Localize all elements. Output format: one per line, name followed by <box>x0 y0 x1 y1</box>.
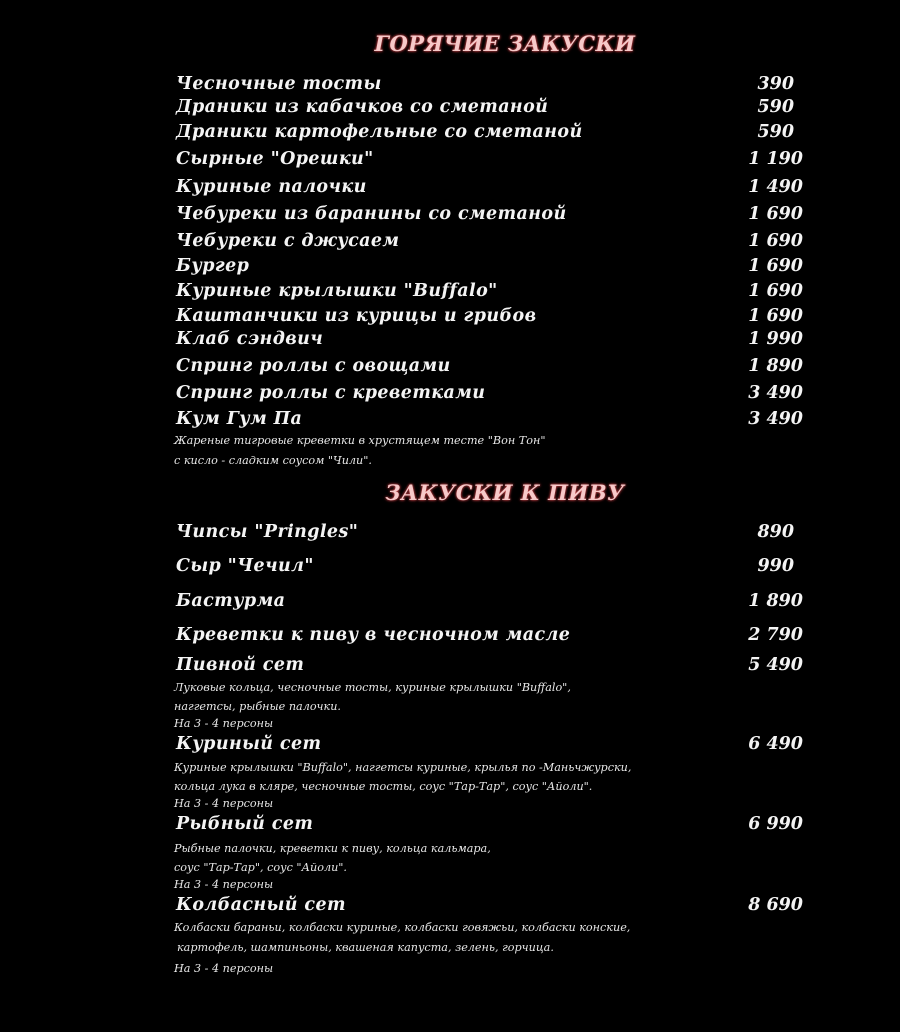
menu-item-name: Драники картофельные со сметаной <box>176 122 583 142</box>
menu-item-price: 1 690 <box>748 204 803 224</box>
menu-item-serving: На 3 - 4 персоны <box>174 962 274 975</box>
menu-item-price: 1 690 <box>748 256 803 276</box>
menu-item-price: 6 490 <box>748 734 803 754</box>
menu-item-description: Жареные тигровые креветки в хрустящем тесте "Вон Тон" <box>174 434 546 447</box>
menu-item-name: Колбасный сет <box>176 895 346 915</box>
menu-item-price: 1 890 <box>748 356 803 376</box>
menu-item-serving: На 3 - 4 персоны <box>174 878 274 891</box>
menu-item-name: Спринг роллы с креветками <box>176 383 486 403</box>
menu-item-price: 1 890 <box>748 591 803 611</box>
menu-item-price: 990 <box>757 556 794 576</box>
menu-item-price: 1 990 <box>748 329 803 349</box>
menu-item-price: 3 490 <box>748 409 803 429</box>
menu-item-price: 390 <box>757 74 794 94</box>
menu-item-description: Рыбные палочки, креветки к пиву, кольца кальмара, <box>174 842 491 855</box>
menu-item-name: Драники из кабачков со сметаной <box>176 97 549 117</box>
menu-item-description: соус "Тар-Тар", соус "Айоли". <box>174 861 347 874</box>
menu-item-description: кольца лука в кляре, чесночные тосты, соус "Тар-Тар", соус "Айоли". <box>174 780 593 793</box>
menu-item-description: картофель, шампиньоны, квашеная капуста, зелень, горчица. <box>177 941 554 954</box>
menu-item-name: Сырные "Орешки" <box>176 149 374 169</box>
menu-item-price: 1 690 <box>748 306 803 326</box>
menu-item-name: Бургер <box>176 256 250 276</box>
menu-item-name: Чесночные тосты <box>176 74 382 94</box>
menu-item-name: Чебуреки с джусаем <box>176 231 400 251</box>
menu-item-name: Кум Гум Па <box>176 409 303 429</box>
menu-item-name: Клаб сэндвич <box>176 329 324 349</box>
menu-item-serving: На 3 - 4 персоны <box>174 797 274 810</box>
menu-item-price: 2 790 <box>748 625 803 645</box>
menu-item-price: 1 690 <box>748 231 803 251</box>
menu-item-price: 1 490 <box>748 177 803 197</box>
menu-item-name: Спринг роллы с овощами <box>176 356 451 376</box>
menu-item-name: Чипсы "Pringles" <box>176 522 359 542</box>
menu-item-price: 5 490 <box>748 655 803 675</box>
menu-item-serving: На 3 - 4 персоны <box>174 717 274 730</box>
menu-item-price: 1 690 <box>748 281 803 301</box>
menu-item-name: Пивной сет <box>176 655 305 675</box>
menu-item-name: Бастурма <box>176 591 286 611</box>
menu-item-price: 890 <box>757 522 794 542</box>
menu-item-name: Креветки к пиву в чесночном масле <box>176 625 571 645</box>
menu-item-name: Рыбный сет <box>176 814 314 834</box>
menu-item-price: 6 990 <box>748 814 803 834</box>
menu-item-price: 1 190 <box>748 149 803 169</box>
menu-item-name: Куриные палочки <box>176 177 367 197</box>
menu-item-description: наггетсы, рыбные палочки. <box>174 700 341 713</box>
menu-item-name: Каштанчики из курицы и грибов <box>176 306 537 326</box>
menu-item-name: Куриный сет <box>176 734 322 754</box>
menu-item-price: 590 <box>757 97 794 117</box>
section-title-beer-snacks: ЗАКУСКИ К ПИВУ <box>385 480 625 505</box>
menu-item-name: Чебуреки из баранины со сметаной <box>176 204 567 224</box>
menu-item-price: 3 490 <box>748 383 803 403</box>
menu-item-name: Сыр "Чечил" <box>176 556 314 576</box>
menu-item-description: Колбаски бараньи, колбаски куриные, колбаски говяжьи, колбаски конские, <box>174 921 631 934</box>
menu-item-name: Куриные крылышки "Buffalo" <box>176 281 498 301</box>
menu-item-price: 8 690 <box>748 895 803 915</box>
menu-item-description: с кисло - сладким соусом "Чили". <box>174 454 372 467</box>
menu-item-description: Луковые кольца, чесночные тосты, куриные крылышки "Buffalo", <box>174 681 571 694</box>
menu-item-price: 590 <box>757 122 794 142</box>
menu-item-description: Куриные крылышки "Buffalo", наггетсы куриные, крылья по -Маньчжурски, <box>174 761 632 774</box>
section-title-hot-snacks: ГОРЯЧИЕ ЗАКУСКИ <box>374 31 636 56</box>
